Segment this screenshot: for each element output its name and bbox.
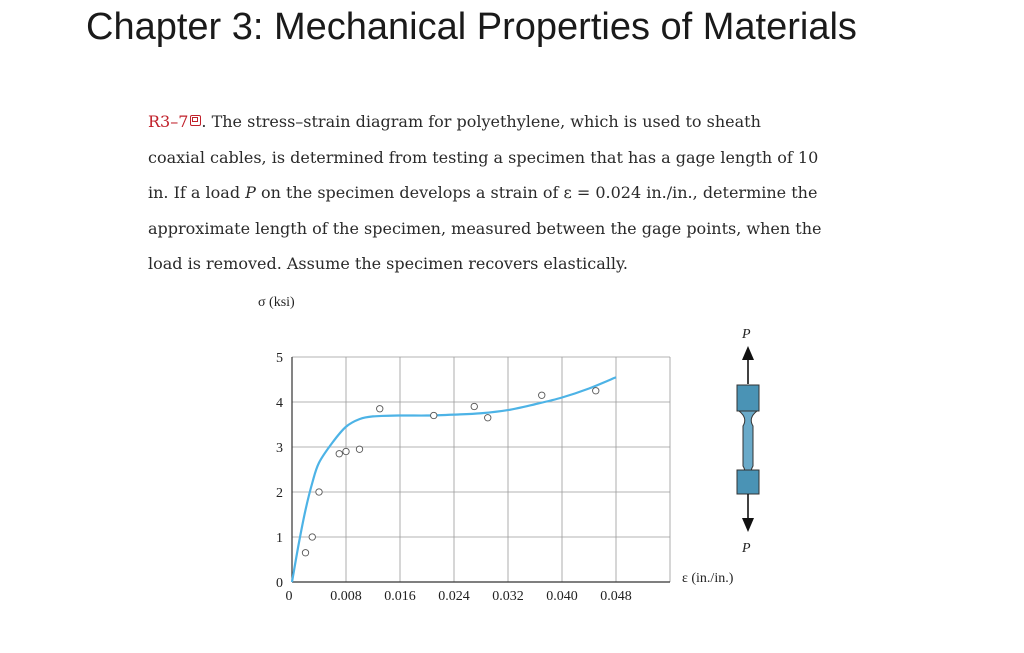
y-tick-label: 3 (276, 441, 283, 456)
specimen-body (739, 411, 757, 478)
specimen-grip-top (737, 385, 759, 411)
problem-line-2: coaxial cables, is determined from testing a specimen that has a gage length of 10 (148, 147, 819, 167)
x-tick-label: 0.024 (438, 589, 470, 604)
data-point (377, 406, 383, 412)
specimen-grip-bottom (737, 470, 759, 494)
problem-line-5: load is removed. Assume the specimen recovers elastically. (148, 254, 628, 273)
data-point (431, 412, 437, 418)
chart-axes (292, 357, 670, 582)
x-tick-label: 0.040 (546, 589, 578, 604)
chapter-title: Chapter 3: Mechanical Properties of Materials (86, 6, 857, 48)
problem-line-4: approximate length of the specimen, measured between the gage points, when the (148, 218, 822, 238)
data-points (302, 388, 599, 556)
arrow-up-icon (742, 346, 754, 360)
problem-text-3a: in. If a load (148, 183, 246, 202)
problem-text-3b: on the specimen develops a strain of ε = 0.024 in./in., determine the (255, 183, 818, 202)
data-point (316, 489, 322, 495)
data-point (471, 403, 477, 409)
data-point (593, 388, 599, 394)
specimen-diagram (737, 327, 759, 556)
x-tick-label: 0.032 (492, 589, 524, 604)
data-point (485, 415, 491, 421)
load-symbol: P (245, 183, 256, 202)
problem-text-1: . The stress–strain diagram for polyethylene, which is used to sheath (201, 112, 761, 131)
problem-id: R3–7 (148, 112, 189, 131)
y-tick-label: 1 (276, 531, 283, 546)
load-label-top: P (742, 327, 751, 342)
data-point (343, 448, 349, 454)
y-tick-label: 5 (276, 351, 283, 366)
load-label-bottom: P (742, 541, 751, 556)
arrow-down-icon (742, 518, 754, 532)
data-point (302, 550, 308, 556)
data-point (336, 451, 342, 457)
data-point (356, 446, 362, 452)
y-axis-label: σ (ksi) (258, 295, 295, 310)
x-tick-label: 0.008 (330, 589, 362, 604)
data-point (309, 534, 315, 540)
chart-grid (292, 357, 670, 582)
x-tick-label: 0.016 (384, 589, 416, 604)
y-tick-label: 4 (276, 396, 283, 411)
x-tick-label: 0.048 (600, 589, 632, 604)
x-tick-label: 0 (285, 589, 293, 604)
data-point (539, 392, 545, 398)
stress-strain-chart (258, 295, 734, 604)
x-axis-label: ε (in./in.) (682, 571, 734, 586)
y-tick-label: 2 (276, 486, 283, 501)
y-tick-label: 0 (276, 576, 283, 591)
